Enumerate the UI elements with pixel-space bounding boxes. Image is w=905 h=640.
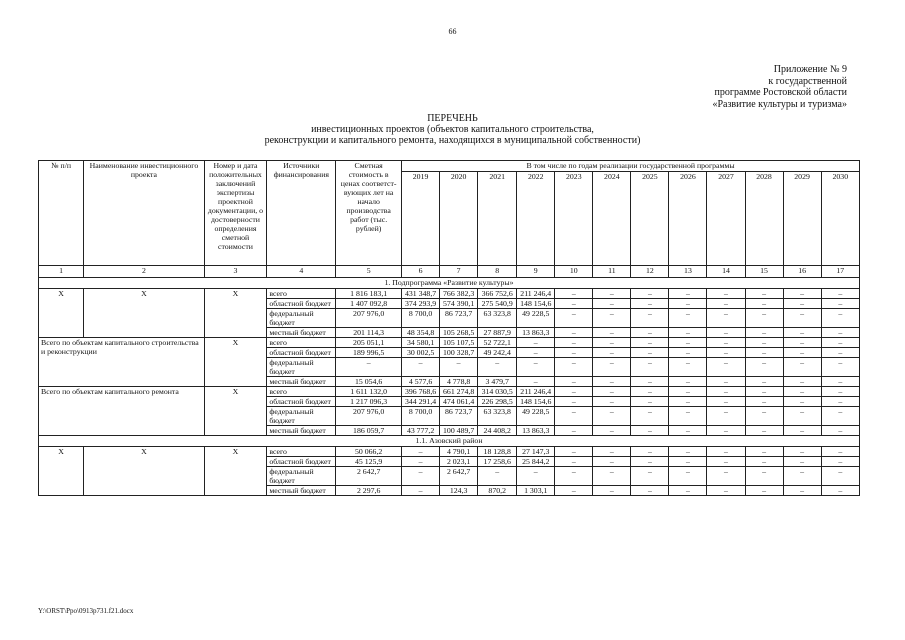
funding-source: областной бюджет bbox=[267, 348, 336, 358]
header-year: 2023 bbox=[555, 172, 593, 266]
year-value: – bbox=[783, 309, 821, 328]
row-number: Х bbox=[39, 289, 84, 338]
estimated-cost: 189 996,5 bbox=[336, 348, 402, 358]
year-value: 27 887,9 bbox=[478, 328, 517, 338]
year-value: – bbox=[593, 457, 631, 467]
year-value: – bbox=[555, 338, 593, 348]
expertise-ref: Х bbox=[204, 338, 267, 387]
year-value: – bbox=[631, 486, 669, 496]
section-title: 1.1. Азовский район bbox=[39, 436, 860, 447]
funding-source: всего bbox=[267, 289, 336, 299]
year-value: 275 540,9 bbox=[478, 299, 517, 309]
header-year: 2026 bbox=[669, 172, 707, 266]
year-value: – bbox=[707, 457, 745, 467]
funding-source: областной бюджет bbox=[267, 457, 336, 467]
year-value: – bbox=[517, 467, 555, 486]
header-expertise: Номер и дата положительных заключений экспертизы проектной документации, о достоверности определения сметной стоимости bbox=[204, 161, 267, 266]
year-value: – bbox=[669, 348, 707, 358]
column-number: 10 bbox=[555, 266, 593, 278]
year-value: 86 723,7 bbox=[440, 407, 478, 426]
year-value: – bbox=[555, 447, 593, 457]
funding-source: местный бюджет bbox=[267, 426, 336, 436]
year-value: 4 577,6 bbox=[402, 377, 440, 387]
year-value: – bbox=[593, 358, 631, 377]
year-value: 100 489,7 bbox=[440, 426, 478, 436]
appendix-line: программе Ростовской области bbox=[714, 87, 847, 98]
year-value: – bbox=[593, 328, 631, 338]
year-value: – bbox=[707, 328, 745, 338]
year-value: 18 128,8 bbox=[478, 447, 517, 457]
year-value: – bbox=[631, 397, 669, 407]
column-number: 1 bbox=[39, 266, 84, 278]
year-value: – bbox=[593, 426, 631, 436]
year-value: – bbox=[631, 338, 669, 348]
year-value: 24 408,2 bbox=[478, 426, 517, 436]
column-number: 15 bbox=[745, 266, 783, 278]
year-value: – bbox=[745, 457, 783, 467]
year-value: 766 382,3 bbox=[440, 289, 478, 299]
header-row bbox=[39, 161, 860, 172]
year-value: – bbox=[821, 377, 859, 387]
year-value: – bbox=[821, 358, 859, 377]
year-value: – bbox=[783, 377, 821, 387]
year-value: – bbox=[783, 467, 821, 486]
year-value: 13 863,3 bbox=[517, 426, 555, 436]
year-value: 574 390,1 bbox=[440, 299, 478, 309]
year-value: – bbox=[745, 447, 783, 457]
funding-source: всего bbox=[267, 447, 336, 457]
year-value: 49 228,5 bbox=[517, 407, 555, 426]
year-value: – bbox=[669, 328, 707, 338]
year-value: – bbox=[631, 407, 669, 426]
header-year: 2020 bbox=[440, 172, 478, 266]
year-value: 344 291,4 bbox=[402, 397, 440, 407]
expertise-ref: Х bbox=[204, 387, 267, 436]
column-number: 14 bbox=[707, 266, 745, 278]
header-source: Источники финансирования bbox=[267, 161, 336, 266]
column-number: 16 bbox=[783, 266, 821, 278]
year-value: – bbox=[783, 397, 821, 407]
year-value: – bbox=[707, 348, 745, 358]
estimated-cost: 207 976,0 bbox=[336, 309, 402, 328]
year-value: – bbox=[669, 338, 707, 348]
year-value: – bbox=[669, 426, 707, 436]
year-value: – bbox=[631, 426, 669, 436]
year-value: – bbox=[707, 407, 745, 426]
year-value: – bbox=[783, 328, 821, 338]
column-number: 2 bbox=[84, 266, 204, 278]
year-value: – bbox=[745, 309, 783, 328]
year-value: – bbox=[478, 467, 517, 486]
year-value: 25 844,2 bbox=[517, 457, 555, 467]
year-value: – bbox=[745, 348, 783, 358]
year-value: – bbox=[555, 387, 593, 397]
header-num: № п/п bbox=[39, 161, 84, 266]
estimated-cost: 1 611 132,0 bbox=[336, 387, 402, 397]
title-line: ПЕРЕЧЕНЬ bbox=[427, 113, 478, 124]
year-value: – bbox=[555, 328, 593, 338]
estimated-cost: 1 217 096,3 bbox=[336, 397, 402, 407]
year-value: – bbox=[669, 309, 707, 328]
year-value: – bbox=[669, 397, 707, 407]
header-cost: Сметная стоимость в ценах соответст-вующих лет на начало производства работ (тыс. рублей) bbox=[336, 161, 402, 266]
section-title: 1. Подпрограмма «Развитие культуры» bbox=[39, 278, 860, 289]
year-value: – bbox=[555, 377, 593, 387]
year-value: – bbox=[555, 457, 593, 467]
header-year: 2021 bbox=[478, 172, 517, 266]
year-value: – bbox=[745, 328, 783, 338]
funding-source: областной бюджет bbox=[267, 397, 336, 407]
expertise-ref: Х bbox=[204, 447, 267, 496]
year-value: 49 228,5 bbox=[517, 309, 555, 328]
project-name: Х bbox=[84, 447, 204, 496]
year-value: – bbox=[783, 348, 821, 358]
year-value: – bbox=[745, 299, 783, 309]
year-value: – bbox=[555, 426, 593, 436]
appendix-note bbox=[687, 64, 847, 110]
header-name: Наименование инвестиционного проекта bbox=[84, 161, 204, 266]
column-number: 5 bbox=[336, 266, 402, 278]
table-row bbox=[39, 447, 860, 457]
year-value: 4 790,1 bbox=[440, 447, 478, 457]
year-value: – bbox=[402, 486, 440, 496]
year-value: – bbox=[593, 377, 631, 387]
year-value: – bbox=[669, 447, 707, 457]
year-value: 474 061,4 bbox=[440, 397, 478, 407]
year-value: – bbox=[745, 289, 783, 299]
year-value: 63 323,8 bbox=[478, 407, 517, 426]
year-value: 148 154,6 bbox=[517, 299, 555, 309]
year-value: – bbox=[707, 299, 745, 309]
year-value: – bbox=[783, 486, 821, 496]
year-value: 2 023,1 bbox=[440, 457, 478, 467]
estimated-cost: 15 054,6 bbox=[336, 377, 402, 387]
page-number: 66 bbox=[448, 27, 457, 36]
funding-source: федеральный бюджет bbox=[267, 358, 336, 377]
funding-source: местный бюджет bbox=[267, 328, 336, 338]
year-value: – bbox=[669, 486, 707, 496]
estimated-cost: 186 059,7 bbox=[336, 426, 402, 436]
year-value: – bbox=[707, 309, 745, 328]
table-row bbox=[39, 338, 860, 348]
year-value: 49 242,4 bbox=[478, 348, 517, 358]
year-value: – bbox=[745, 407, 783, 426]
year-value: – bbox=[631, 457, 669, 467]
year-value: – bbox=[669, 457, 707, 467]
year-value: 366 752,6 bbox=[478, 289, 517, 299]
project-name: Х bbox=[84, 289, 204, 338]
year-value: – bbox=[783, 338, 821, 348]
year-value: – bbox=[440, 358, 478, 377]
year-value: 48 354,8 bbox=[402, 328, 440, 338]
year-value: – bbox=[593, 309, 631, 328]
year-value: – bbox=[821, 457, 859, 467]
year-value: – bbox=[555, 299, 593, 309]
year-value: – bbox=[555, 397, 593, 407]
column-number: 11 bbox=[593, 266, 631, 278]
column-number: 13 bbox=[669, 266, 707, 278]
year-value: – bbox=[555, 309, 593, 328]
year-value: – bbox=[631, 299, 669, 309]
year-value: – bbox=[631, 447, 669, 457]
column-number: 17 bbox=[821, 266, 859, 278]
year-value: – bbox=[707, 377, 745, 387]
year-value: – bbox=[402, 457, 440, 467]
funding-source: областной бюджет bbox=[267, 299, 336, 309]
year-value: – bbox=[669, 377, 707, 387]
year-value: 661 274,8 bbox=[440, 387, 478, 397]
year-value: – bbox=[821, 338, 859, 348]
year-value: 17 258,6 bbox=[478, 457, 517, 467]
year-value: – bbox=[821, 299, 859, 309]
investment-projects-table bbox=[38, 160, 860, 496]
header-year: 2019 bbox=[402, 172, 440, 266]
year-value: – bbox=[631, 467, 669, 486]
appendix-line: Приложение № 9 bbox=[773, 64, 847, 75]
year-value: – bbox=[517, 358, 555, 377]
year-value: – bbox=[669, 407, 707, 426]
year-value: 105 268,5 bbox=[440, 328, 478, 338]
header-years-group: В том числе по годам реализации государственной программы bbox=[402, 161, 860, 172]
year-value: – bbox=[745, 486, 783, 496]
year-value: 396 768,6 bbox=[402, 387, 440, 397]
year-value: – bbox=[783, 289, 821, 299]
year-value: 3 479,7 bbox=[478, 377, 517, 387]
file-path: Y:\ORST\Ppo\0913p731.f21.docx bbox=[38, 607, 134, 615]
year-value: – bbox=[783, 426, 821, 436]
estimated-cost: 201 114,3 bbox=[336, 328, 402, 338]
year-value: 27 147,3 bbox=[517, 447, 555, 457]
year-value: 431 348,7 bbox=[402, 289, 440, 299]
funding-source: федеральный бюджет bbox=[267, 309, 336, 328]
year-value: – bbox=[821, 426, 859, 436]
year-value: – bbox=[821, 348, 859, 358]
project-name: Всего по объектам капитального строительства и реконструкции bbox=[39, 338, 205, 387]
column-number: 3 bbox=[204, 266, 267, 278]
header-year: 2025 bbox=[631, 172, 669, 266]
year-value: – bbox=[821, 467, 859, 486]
year-value: – bbox=[783, 387, 821, 397]
estimated-cost: 205 051,1 bbox=[336, 338, 402, 348]
year-value: 63 323,8 bbox=[478, 309, 517, 328]
year-value: – bbox=[593, 387, 631, 397]
column-number: 9 bbox=[517, 266, 555, 278]
year-value: – bbox=[669, 299, 707, 309]
funding-source: федеральный бюджет bbox=[267, 407, 336, 426]
year-value: – bbox=[593, 407, 631, 426]
year-value: – bbox=[707, 387, 745, 397]
estimated-cost: 2 297,6 bbox=[336, 486, 402, 496]
estimated-cost: 45 125,9 bbox=[336, 457, 402, 467]
year-value: 13 863,3 bbox=[517, 328, 555, 338]
year-value: 52 722,1 bbox=[478, 338, 517, 348]
year-value: – bbox=[821, 486, 859, 496]
year-value: – bbox=[631, 358, 669, 377]
row-number: Х bbox=[39, 447, 84, 496]
year-value: – bbox=[555, 407, 593, 426]
year-value: – bbox=[745, 397, 783, 407]
year-value: – bbox=[821, 387, 859, 397]
year-value: – bbox=[593, 486, 631, 496]
year-value: – bbox=[631, 377, 669, 387]
year-value: – bbox=[402, 447, 440, 457]
year-value: – bbox=[631, 289, 669, 299]
year-value: 105 107,5 bbox=[440, 338, 478, 348]
year-value: – bbox=[783, 358, 821, 377]
table-row bbox=[39, 387, 860, 397]
year-value: – bbox=[631, 348, 669, 358]
expertise-ref: Х bbox=[204, 289, 267, 338]
year-value: 374 293,9 bbox=[402, 299, 440, 309]
year-value: – bbox=[745, 426, 783, 436]
table-body bbox=[39, 161, 860, 496]
year-value: – bbox=[821, 407, 859, 426]
year-value: – bbox=[821, 447, 859, 457]
year-value: – bbox=[555, 348, 593, 358]
funding-source: местный бюджет bbox=[267, 486, 336, 496]
year-value: – bbox=[517, 338, 555, 348]
year-value: 30 002,5 bbox=[402, 348, 440, 358]
year-value: 8 700,0 bbox=[402, 309, 440, 328]
funding-source: всего bbox=[267, 338, 336, 348]
year-value: – bbox=[745, 338, 783, 348]
year-value: 4 778,8 bbox=[440, 377, 478, 387]
column-number: 4 bbox=[267, 266, 336, 278]
year-value: 1 303,1 bbox=[517, 486, 555, 496]
header-year: 2028 bbox=[745, 172, 783, 266]
header-year: 2027 bbox=[707, 172, 745, 266]
year-value: – bbox=[631, 387, 669, 397]
year-value: 148 154,6 bbox=[517, 397, 555, 407]
year-value: – bbox=[707, 289, 745, 299]
year-value: 8 700,0 bbox=[402, 407, 440, 426]
year-value: – bbox=[707, 447, 745, 457]
year-value: – bbox=[745, 467, 783, 486]
estimated-cost: 1 816 183,1 bbox=[336, 289, 402, 299]
year-value: – bbox=[593, 299, 631, 309]
column-number: 12 bbox=[631, 266, 669, 278]
year-value: – bbox=[517, 348, 555, 358]
year-value: – bbox=[783, 407, 821, 426]
year-value: 211 246,4 bbox=[517, 289, 555, 299]
year-value: – bbox=[783, 447, 821, 457]
column-number: 6 bbox=[402, 266, 440, 278]
year-value: – bbox=[745, 387, 783, 397]
document-title bbox=[0, 113, 905, 146]
header-year: 2029 bbox=[783, 172, 821, 266]
year-value: – bbox=[402, 467, 440, 486]
year-value: – bbox=[593, 348, 631, 358]
year-value: – bbox=[821, 328, 859, 338]
header-year: 2024 bbox=[593, 172, 631, 266]
column-number: 7 bbox=[440, 266, 478, 278]
funding-source: всего bbox=[267, 387, 336, 397]
year-value: – bbox=[631, 328, 669, 338]
header-year: 2022 bbox=[517, 172, 555, 266]
year-value: 86 723,7 bbox=[440, 309, 478, 328]
column-numbers-row bbox=[39, 266, 860, 278]
year-value: 124,3 bbox=[440, 486, 478, 496]
year-value: – bbox=[593, 289, 631, 299]
section-row bbox=[39, 436, 860, 447]
funding-source: местный бюджет bbox=[267, 377, 336, 387]
year-value: – bbox=[631, 309, 669, 328]
column-number: 8 bbox=[478, 266, 517, 278]
table-row bbox=[39, 289, 860, 299]
year-value: 2 642,7 bbox=[440, 467, 478, 486]
appendix-line: к государственной bbox=[768, 75, 847, 87]
year-value: – bbox=[669, 289, 707, 299]
year-value: – bbox=[593, 397, 631, 407]
year-value: 34 580,1 bbox=[402, 338, 440, 348]
year-value: – bbox=[593, 447, 631, 457]
year-value: – bbox=[707, 358, 745, 377]
year-value: – bbox=[783, 457, 821, 467]
year-value: – bbox=[707, 486, 745, 496]
year-value: 226 298,5 bbox=[478, 397, 517, 407]
estimated-cost: 1 407 092,8 bbox=[336, 299, 402, 309]
year-value: – bbox=[821, 309, 859, 328]
year-value: 100 328,7 bbox=[440, 348, 478, 358]
year-value: – bbox=[555, 467, 593, 486]
year-value: – bbox=[821, 289, 859, 299]
estimated-cost: 2 642,7 bbox=[336, 467, 402, 486]
year-value: – bbox=[669, 387, 707, 397]
year-value: – bbox=[593, 467, 631, 486]
year-value: – bbox=[478, 358, 517, 377]
year-value: – bbox=[669, 467, 707, 486]
appendix-line: «Развитие культуры и туризма» bbox=[712, 98, 847, 110]
estimated-cost: – bbox=[336, 358, 402, 377]
year-value: – bbox=[745, 358, 783, 377]
year-value: – bbox=[707, 338, 745, 348]
year-value: – bbox=[555, 289, 593, 299]
section-row bbox=[39, 278, 860, 289]
funding-source: федеральный бюджет bbox=[267, 467, 336, 486]
year-value: – bbox=[783, 299, 821, 309]
year-value: – bbox=[821, 397, 859, 407]
year-value: 43 777,2 bbox=[402, 426, 440, 436]
year-value: – bbox=[707, 467, 745, 486]
year-value: – bbox=[745, 377, 783, 387]
year-value: – bbox=[517, 377, 555, 387]
year-value: – bbox=[707, 397, 745, 407]
title-line: реконструкции и капитального ремонта, находящихся в муниципальной собственности) bbox=[264, 135, 641, 146]
year-value: – bbox=[402, 358, 440, 377]
year-value: – bbox=[555, 486, 593, 496]
year-value: – bbox=[593, 338, 631, 348]
year-value: 211 246,4 bbox=[517, 387, 555, 397]
header-year: 2030 bbox=[821, 172, 859, 266]
project-name: Всего по объектам капитального ремонта bbox=[39, 387, 205, 436]
estimated-cost: 50 066,2 bbox=[336, 447, 402, 457]
year-value: 314 030,5 bbox=[478, 387, 517, 397]
year-value: – bbox=[669, 358, 707, 377]
year-value: – bbox=[555, 358, 593, 377]
estimated-cost: 207 976,0 bbox=[336, 407, 402, 426]
year-value: 870,2 bbox=[478, 486, 517, 496]
title-line: инвестиционных проектов (объектов капитального строительства, bbox=[311, 124, 594, 135]
year-value: – bbox=[707, 426, 745, 436]
